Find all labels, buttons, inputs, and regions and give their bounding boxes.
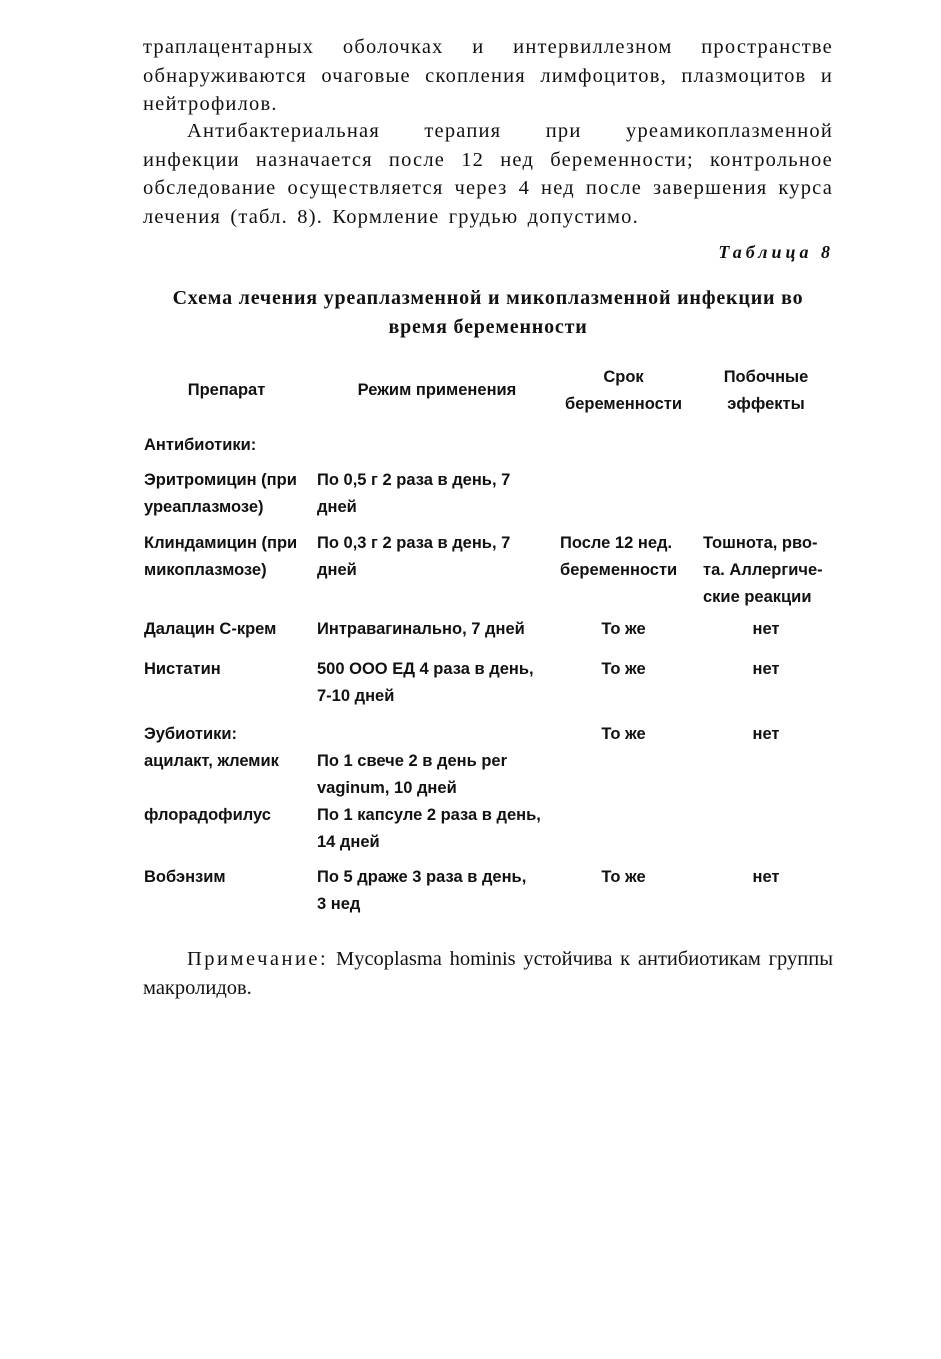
regimen-clindamycin: По 0,3 г 2 раза в день, 7 дней bbox=[317, 534, 511, 579]
drug-erythromycin: Эритромицин (при уреаплазмозе) bbox=[144, 471, 297, 516]
effects-wobenzym: нет bbox=[752, 868, 780, 886]
term-dalacin: То же bbox=[601, 620, 646, 638]
term-nystatin: То же bbox=[601, 660, 646, 678]
effects-clindamycin: Тошнота, рво- та. Аллергиче- ские реакции bbox=[703, 534, 823, 606]
note-lead: Примечание: bbox=[187, 948, 329, 970]
effects-dalacin: нет bbox=[752, 620, 780, 638]
term-clindamycin: После 12 нед. берeменности bbox=[560, 534, 678, 579]
paragraph-antibacterial-therapy: Антибактериальная терапия при уреамикоплазменной инфекции назначается после 12 нед беременности; контрольное обследование осуществляется через 4 нед после завершения курса лечения (табл. 8). Кормление грудью допустимо. bbox=[143, 120, 833, 228]
header-effects: Побочные эффекты bbox=[723, 368, 809, 413]
term-wobenzym: То же bbox=[601, 868, 646, 886]
regimen-wobenzym: По 5 драже 3 раза в день, 3 нед bbox=[317, 868, 527, 913]
group-antibiotics: Антибиотики: bbox=[144, 436, 257, 454]
note-body: Mycoplasma hominis устойчива к антибиотикам группы макролидов. bbox=[143, 948, 833, 999]
regimen-acilact: По 1 свече 2 в день per vaginum, 10 дней bbox=[317, 752, 507, 797]
paragraph-continuation: траплацентарных оболочках и интервиллезном пространстве обнаруживаются очаговые скопления лимфоцитов, плазмоцитов и нейтрофилов. bbox=[143, 36, 833, 115]
header-term: Срок беременности bbox=[565, 368, 682, 413]
drug-dalacin: Далацин С-крем bbox=[144, 620, 277, 638]
drug-acilact: ацилакт, жлемик bbox=[144, 752, 279, 770]
header-drug: Препарат bbox=[187, 381, 266, 399]
drug-wobenzym: Вобэнзим bbox=[144, 868, 226, 886]
effects-nystatin: нет bbox=[752, 660, 780, 678]
table-note bbox=[143, 945, 833, 1002]
effects-eubiotics: нет bbox=[752, 725, 780, 743]
group-eubiotics: Эубиотики: bbox=[144, 725, 238, 743]
regimen-floradofilus: По 1 капсуле 2 раза в день, 14 дней bbox=[317, 806, 541, 851]
table-title: Схема лечения уреаплазменной и микоплазменной инфекции во время беременности bbox=[172, 287, 804, 338]
drug-nystatin: Нистатин bbox=[144, 660, 221, 678]
table-number: Таблица 8 bbox=[718, 242, 834, 262]
term-eubiotics: То же bbox=[601, 725, 646, 743]
regimen-nystatin: 500 ООО ЕД 4 раза в день, 7-10 дней bbox=[317, 660, 534, 705]
regimen-erythromycin: По 0,5 г 2 раза в день, 7 дней bbox=[317, 471, 511, 516]
drug-clindamycin: Клиндамицин (при микоплазмозе) bbox=[144, 534, 298, 579]
drug-floradofilus: флорадофилус bbox=[144, 806, 271, 824]
header-regimen: Режим применения bbox=[357, 381, 517, 399]
regimen-dalacin: Интравагинально, 7 дней bbox=[317, 620, 525, 638]
